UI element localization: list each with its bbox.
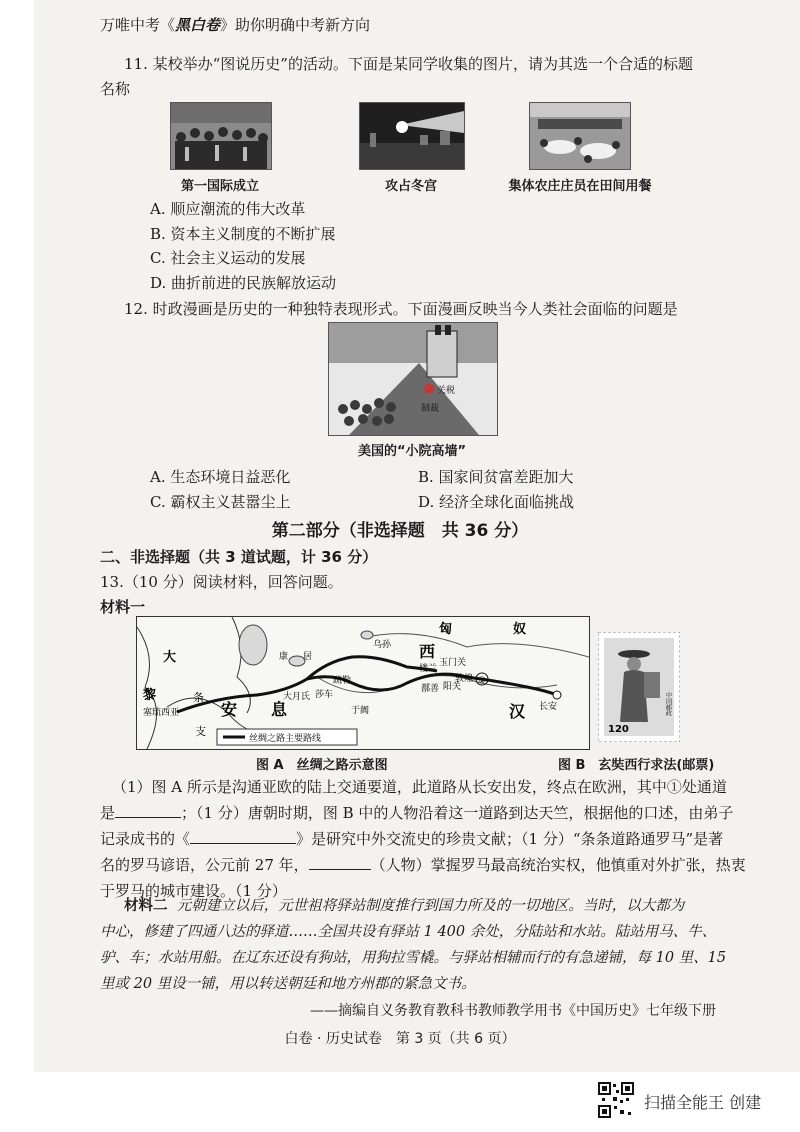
map-label-xi: 西 xyxy=(419,644,436,661)
map-label-dayuezhi: 大月氏 xyxy=(283,692,311,702)
q12-stem: 12. 时政漫画是历史的一种独特表现形式。下面漫画反映当今人类社会面临的问题是 xyxy=(124,300,678,318)
q13-1-text: （人物）掌握罗马最高统治实权，他慎重对外扩张，热衷 xyxy=(370,856,746,874)
material2-line2: 中心，修建了四通八达的驿道……全国共设有驿站 1 400 余处，分陆站和水站。陆站用马、牛、 xyxy=(100,924,717,940)
material2-text: 元朝建立以后，元世祖将驿站制度推行到国力所及的一切地区。当时，以大都为 xyxy=(176,898,685,914)
caption-figure-a: 图 A 丝绸之路示意图 xyxy=(256,758,388,773)
map-label-seleucia: 塞琉西亚 xyxy=(143,708,180,718)
material2-source: ——摘编自义务教育教科书教师教学用书《中国历史》七年级下册 xyxy=(310,1003,716,1019)
header-suffix: 》助你明确中考新方向 xyxy=(220,16,371,34)
page-footer: 白卷 · 历史试卷 第 3 页（共 6 页） xyxy=(284,1031,516,1047)
map-label-yangguan: 阳关 xyxy=(443,682,462,692)
answer-blank-3[interactable] xyxy=(309,853,371,870)
material2-line3: 驴、车；水站用船。在辽东还设有狗站，用狗拉雪橇。与驿站相辅而行的有急递铺，每 10 里、15 xyxy=(100,950,727,966)
map-label-nu: 奴 xyxy=(513,621,527,636)
answer-blank-2[interactable] xyxy=(190,827,296,844)
q11-option-b: B. 资本主义制度的不断扩展 xyxy=(150,225,336,243)
map-label-da: 大 xyxy=(163,649,177,664)
map-label-yumenguan: 玉门关 xyxy=(439,658,467,668)
map-label-shule: 疏勒 xyxy=(333,676,352,686)
q13-1-line5: 于罗马的城市建设。（1 分） xyxy=(100,882,287,900)
material1-label: 材料一 xyxy=(100,598,146,616)
map-label-changan: 长安 xyxy=(539,702,558,712)
material2-line1 xyxy=(124,893,684,919)
page-header xyxy=(100,14,370,35)
map-label-dunhuang: 敦煌 xyxy=(455,674,474,684)
map-label-shanshan: 鄯善 xyxy=(421,684,440,694)
part2-title: 第二部分（非选择题 共 36 分） xyxy=(271,521,529,541)
photo-first-international xyxy=(170,102,272,170)
q13-1-text: 是 xyxy=(100,804,116,822)
q11-option-d: D. 曲折前进的民族解放运动 xyxy=(150,274,337,292)
q13-1-text: ；（1 分）唐朝时期，图 B 中的人物沿着这一道路到达天竺，根据他的口述，由弟子 xyxy=(181,804,734,822)
cartoon-small-yard-high-wall xyxy=(328,322,498,436)
material2-label: 材料二 xyxy=(124,898,168,914)
q12-option-c: C. 霸权主义甚嚣尘上 xyxy=(150,493,291,511)
stamp-xuanzang xyxy=(598,632,680,742)
map-label-an: 安 xyxy=(221,702,238,719)
map-label-wusun: 乌孙 xyxy=(373,640,392,650)
qr-code-icon xyxy=(598,1082,634,1118)
q13-1-line4 xyxy=(100,852,746,878)
photo-storming-winter-palace xyxy=(359,102,465,170)
q13-1-line1: （1）图 A 所示是沟通亚欧的陆上交通要道，此道路从长安出发，终点在欧洲，其中①处通道 xyxy=(112,778,727,796)
caption-figure-b: 图 B 玄奘西行求法(邮票) xyxy=(558,758,715,773)
caption-collective-farm: 集体农庄庄员在田间用餐 xyxy=(508,179,652,194)
q13-stem: 13.（10 分）阅读材料，回答问题。 xyxy=(100,573,343,591)
q12-option-d: D. 经济全球化面临挑战 xyxy=(418,493,575,511)
stamp-value: 120 xyxy=(608,724,629,735)
map-label-loulan: 楼兰 xyxy=(419,664,438,674)
section-heading: 二、非选择题（共 3 道试题，计 36 分） xyxy=(100,548,378,566)
map-legend: 丝绸之路主要路线 xyxy=(249,734,322,744)
q13-1-text: 记录成书的《 xyxy=(100,830,191,848)
cartoon-label-sanction: 制裁 xyxy=(421,404,440,414)
q11-stem-line1: 11. 某校举办“图说历史”的活动。下面是某同学收集的图片，请为其选一个合适的标题 xyxy=(124,55,693,73)
q11-option-c: C. 社会主义运动的发展 xyxy=(150,249,306,267)
q13-1-text: 》是研究中外交流史的珍贵文献；（1 分）“条条道路通罗马”是著 xyxy=(296,830,724,848)
cartoon-caption: 美国的“小院高墙” xyxy=(357,444,467,459)
stamp-country: 中国邮政 xyxy=(664,692,672,716)
map-label-yutian: 于阗 xyxy=(351,706,370,716)
caption-first-international: 第一国际成立 xyxy=(180,179,259,194)
map-label-li: 黎 xyxy=(143,687,157,702)
map-label-kang: 康 xyxy=(279,652,289,662)
header-brand: 黑白卷 xyxy=(175,16,221,34)
q11-stem-line2: 名称 xyxy=(100,80,131,98)
q13-1-line2 xyxy=(100,800,733,826)
map-label-tiao: 条 xyxy=(193,692,204,704)
q12-option-b: B. 国家间贫富差距加大 xyxy=(418,468,574,486)
q13-1-line3 xyxy=(100,826,723,852)
caption-winter-palace: 攻占冬宫 xyxy=(384,179,437,194)
map-label-shache: 莎车 xyxy=(315,690,334,700)
scanner-watermark: 扫描全能王 创建 xyxy=(644,1093,762,1112)
map-label-zhi: 支 xyxy=(195,726,206,738)
map-label-ju: 居 xyxy=(303,652,313,662)
material2-line4: 里或 20 里设一铺，用以转送朝廷和地方州郡的紧急文书。 xyxy=(100,976,476,992)
map-label-xiong: 匈 xyxy=(439,621,453,636)
map-label-xi-parthia: 息 xyxy=(271,702,288,719)
answer-blank-1[interactable] xyxy=(115,801,181,818)
q13-1-text: 名的罗马谚语，公元前 27 年， xyxy=(100,856,309,874)
cartoon-label-tariff: 关税 xyxy=(437,386,456,396)
map-label-han: 汉 xyxy=(509,704,526,721)
header-prefix: 万唯中考《 xyxy=(100,16,176,34)
map-silk-road xyxy=(136,616,590,750)
q11-option-a: A. 顺应潮流的伟大改革 xyxy=(150,200,306,218)
map-label-circle-1: ① xyxy=(478,676,487,686)
q12-option-a: A. 生态环境日益恶化 xyxy=(150,468,291,486)
photo-collective-farm-meal xyxy=(529,102,631,170)
